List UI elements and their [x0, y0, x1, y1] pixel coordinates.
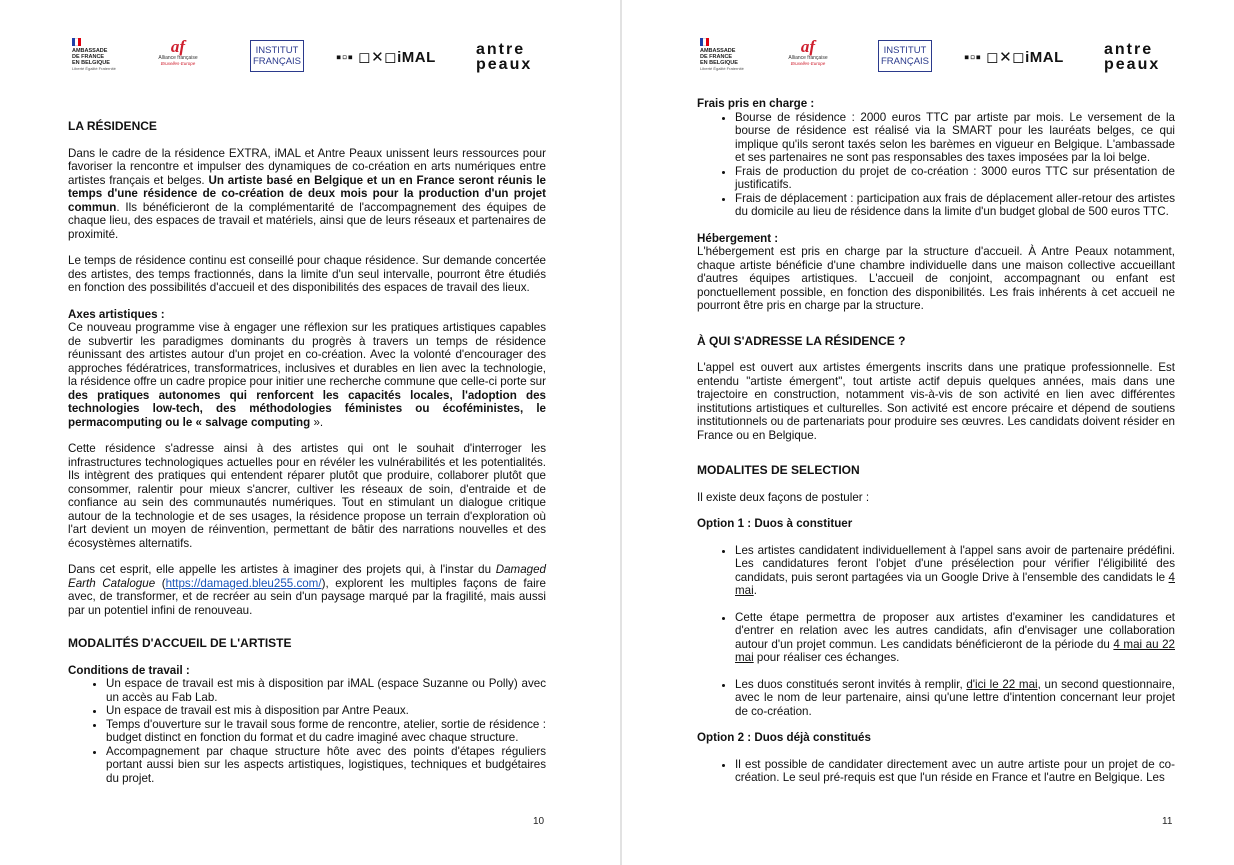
- af-name: Alliance française: [158, 55, 198, 61]
- option2-list: [697, 758, 1175, 785]
- imal-logo: [964, 48, 1064, 66]
- list-item: • Frais de déplacement : participation aux frais de déplacement aller-retour des artistes du domicile au lieu de résidence dans la limite d'un budget global de 500 euros TTC.: [735, 192, 1175, 219]
- page-number: 11: [1162, 816, 1173, 827]
- conditions-label: Conditions de travail :: [68, 663, 190, 677]
- embassy-logo-line2: DE FRANCE: [700, 54, 733, 60]
- page-number: 10: [533, 816, 545, 827]
- af-city: Bruxelles-Europe: [790, 61, 826, 66]
- damaged-earth-link[interactable]: https://damaged.bleu255.com/: [165, 576, 322, 590]
- opt1-item2-date: 4 mai au 22 mai: [735, 637, 1175, 664]
- axes-text-b: ».: [310, 415, 324, 429]
- imal-logo: [336, 48, 436, 66]
- institut-francais-logo: [878, 40, 932, 72]
- af-name: Alliance française: [788, 55, 828, 61]
- embassy-logo-line1: AMBASSADE: [700, 48, 736, 54]
- opt1-item1-date: 4 mai: [735, 570, 1175, 597]
- embassy-motto: Liberté Égalité Fraternité: [72, 66, 116, 71]
- intro-text-b: . Ils bénéficieront de la complémentarité de l'accompagnement des équipes de chaque lieu, des espaces de travail et matériels, ainsi que de leurs réseaux et partenaires de proximité.: [68, 200, 546, 241]
- option1-label: Option 1 : Duos à constituer: [697, 517, 853, 530]
- list-item: • Frais de production du projet de co-création : 3000 euros TTC sur présentation de justificatifs.: [735, 165, 1175, 192]
- residence-spirit: [68, 563, 546, 617]
- frais-list: [697, 111, 1175, 219]
- opt1-item3-date: d'ici le 22 mai: [966, 677, 1038, 691]
- left-content: [68, 120, 546, 785]
- axes-label: Axes artistiques :: [68, 307, 165, 321]
- page-11: [622, 0, 1234, 865]
- list-item: • Un espace de travail est mis à disposition par Antre Peaux.: [106, 704, 546, 718]
- antre-peaux-logo: [1104, 42, 1160, 72]
- list-item: • Temps d'ouverture sur le travail sous forme de rencontre, atelier, sortie de résidence : budget distinct en fonction du format et du cadre imaginé avec chaque structure.: [106, 718, 546, 745]
- opt1-item3-text-b: , un second questionnaire, avec le nom de leur partenaire, ainsi qu'une lettre d'intention concernant leur projet de co-création.: [735, 677, 1175, 718]
- embassy-logo-line1: AMBASSADE: [72, 48, 108, 54]
- residence-intro: [68, 147, 546, 242]
- embassy-logo-line3: EN BELGIQUE: [72, 60, 110, 66]
- spirit-text-a: Dans cet esprit, elle appelle les artistes à imaginer des projets qui, à l'instar du: [68, 563, 496, 576]
- embassy-motto: Liberté Égalité Fraternité: [700, 66, 744, 71]
- damaged-earth-title: Damaged Earth Catalogue: [68, 563, 546, 590]
- if-line2: FRANÇAIS: [880, 56, 930, 67]
- embassy-logo: [72, 38, 122, 72]
- opt1-item1-text-a: Les artistes candidatent individuellement à l'appel sans avoir de partenaire prédéfini. Les candidatures feront l'objet d'une présélection pour vérifier l'éligibilité des candidats, puis seront partagées via un Google Drive à l'ensemble des candidats le: [735, 543, 1175, 584]
- imal-symbols: ▪▫▪ ◻✕◻: [336, 49, 398, 66]
- section-heading-qui: À QUI S'ADRESSE LA RÉSIDENCE ?: [697, 333, 906, 348]
- af-city: Bruxelles-Europe: [160, 61, 196, 66]
- list-item: • Accompagnement par chaque structure hôte avec des points d'étapes réguliers portant aussi bien sur les aspects artistiques, logistiques, techniques et budgétaires du projet.: [106, 745, 546, 786]
- antre-line1: antre: [476, 41, 526, 58]
- intro-text-a: Dans le cadre de la résidence EXTRA, iMAL et Antre Peaux unissent leurs ressources pour favoriser la rencontre et impulser des dynamiques de co-création en arts numériques entre artistes français et belges.: [68, 146, 546, 187]
- if-line1: INSTITUT: [883, 45, 927, 56]
- axes-text: [68, 321, 546, 429]
- list-item: [735, 678, 1175, 719]
- antre-line2: peaux: [1104, 56, 1161, 73]
- antre-line1: antre: [1104, 41, 1154, 58]
- section-heading-accueil: MODALITÉS D'ACCUEIL DE L'ARTISTE: [68, 636, 292, 650]
- imal-text: iMAL: [397, 49, 436, 66]
- frais-label: Frais pris en charge :: [697, 97, 815, 110]
- conditions-list: [68, 677, 546, 785]
- if-line2: FRANÇAIS: [252, 56, 302, 67]
- if-line1: INSTITUT: [255, 45, 299, 56]
- section-heading-residence: LA RÉSIDENCE: [68, 119, 157, 133]
- spirit-text-b: (: [155, 576, 166, 590]
- axes-text-bold: des pratiques autonomes qui renforcent les capacités locales, l'adoption des technologies low-tech, des méthodologies féministes ou écoféministes, le permacomputing ou le « salvage computing: [68, 388, 546, 429]
- list-item: [735, 544, 1175, 598]
- embassy-logo: [700, 38, 750, 72]
- residence-audience: Cette résidence s'adresse ainsi à des artistes qui ont le souhait d'interroger les infrastructures technologiques actuelles pour en révéler les vulnérabilités et les potentialités. Ils intègrent des pratiques qui entendent réparer plutôt que produire, collaborer plutôt que consommer, ralentir pour mieux s'ancrer, cultiver les réseaux de soin, d'entraide et de confiance au sein des communautés numériques. Tout en stimulant un dialogue critique autour de la technologie et de ses usages, la résidence propose un terrain d'exploration où l'art devient un moyen de réinvention, permettant de bâtir des narrations nouvelles et des écosystèmes alternatifs.: [68, 442, 546, 550]
- option2-label: Option 2 : Duos déjà constitués: [697, 731, 871, 744]
- hebergement-label: Hébergement :: [697, 231, 779, 245]
- opt1-item1-text-b: .: [753, 584, 757, 597]
- list-item: • Bourse de résidence : 2000 euros TTC par artiste par mois. Le versement de la bourse de résidence est réalisé via la SMART pour les lauréats belges, ce qui implique qu'ils seront taxés selon les barèmes en vigueur en Belgique. L'ambassade et ses partenaires ne sont pas responsables des taxes imposées par la loi belge.: [735, 111, 1175, 165]
- french-flag-icon: [700, 38, 709, 46]
- opt1-item3-text-a: Les duos constitués seront invités à remplir,: [735, 677, 967, 691]
- option1-list: [697, 544, 1175, 719]
- right-content: [697, 97, 1175, 785]
- list-item: [735, 611, 1175, 665]
- axes-text-a: Ce nouveau programme vise à engager une réflexion sur les pratiques artistiques capables de subvertir les paradigmes dominants du progrès à travers un temps de résidence réunissant des artistes autour d'un projet en co-création. Avec la volonté d'encourager des approches fédératrices, transformatrices, inclusives et durables en lien avec la technologie, la résidence offre un cadre propice pour initier une recherche commune que celle-ci porte sur: [68, 321, 546, 388]
- hebergement-text: L'hébergement est pris en charge par la structure d'accueil. À Antre Peaux notamment, chaque artiste bénéficie d'une chambre individuelle dans une maison collective accueillant d'autres équipes artistiques. L'accueil de conjoint, accompagnant ou enfant est ponctuellement possible, en fonction des disponibilités. Les frais inhérents à cet accueil ne pourront être pris en charge par la structure.: [697, 245, 1175, 312]
- intro-text-bold: Un artiste basé en Belgique et un en France seront réunis le temps d'une résidence de co-création de deux mois pour la production d'un projet commun: [68, 173, 547, 214]
- residence-duration: Le temps de résidence continu est conseillé pour chaque résidence. Sur demande concertée des artistes, des temps fractionnés, dans la limite d'un seul intervalle, pourront être étudiés en fonction des possibilités d'accueil et des disponibilités des espaces de travail des lieux.: [68, 254, 546, 294]
- opt1-item2-text-a: Cette étape permettra de proposer aux artistes d'examiner les candidatures et d'entrer en relation avec les autres candidats, afin d'envisager une collaboration autour d'un projet commun. Les candidats bénéficieront de la période du: [735, 610, 1175, 651]
- opt1-item2-text-b: pour réaliser ces échanges.: [753, 651, 900, 664]
- antre-line2: peaux: [476, 56, 533, 73]
- alliance-francaise-logo: [778, 38, 838, 67]
- section-heading-selection: MODALITES DE SELECTION: [697, 463, 860, 477]
- qui-text: L'appel est ouvert aux artistes émergents inscrits dans une pratique professionnelle. Est entendu "artiste émergent", tout artiste actif depuis quelques années, mais dans une trajectoire en construction, notamment vis-à-vis de son activité en lien avec différentes institutions artistiques et culturelles. Son activité est encore précaire et dépend de soutiens institutionnels ou de partenariats pour produire ses œuvres. Les candidats doivent résider en France ou en Belgique.: [697, 361, 1175, 442]
- selection-intro: Il existe deux façons de postuler :: [697, 490, 870, 504]
- embassy-logo-line2: DE FRANCE: [72, 54, 105, 60]
- list-item: • Il est possible de candidater directement avec un autre artiste pour un projet de co-création. Le seul pré-requis est que l'un réside en France et l'autre en Belgique. Les: [735, 758, 1175, 785]
- antre-peaux-logo: [476, 42, 532, 72]
- imal-text: iMAL: [1025, 49, 1064, 66]
- imal-symbols: ▪▫▪ ◻✕◻: [964, 49, 1026, 66]
- embassy-logo-line3: EN BELGIQUE: [700, 60, 738, 66]
- institut-francais-logo: [250, 40, 304, 72]
- alliance-francaise-logo: [148, 38, 208, 67]
- af-mark: af: [170, 37, 186, 56]
- french-flag-icon: [72, 38, 81, 46]
- spirit-text-c: ), explorent les multiples façons de faire avec, de transformer, et de recréer au sein d'un paysage marqué par la fragilité, mais aussi par un potentiel infini de renouveau.: [68, 576, 546, 617]
- af-mark: af: [800, 37, 816, 56]
- list-item: • Un espace de travail est mis à disposition par iMAL (espace Suzanne ou Polly) avec un accès au Fab Lab.: [106, 677, 546, 704]
